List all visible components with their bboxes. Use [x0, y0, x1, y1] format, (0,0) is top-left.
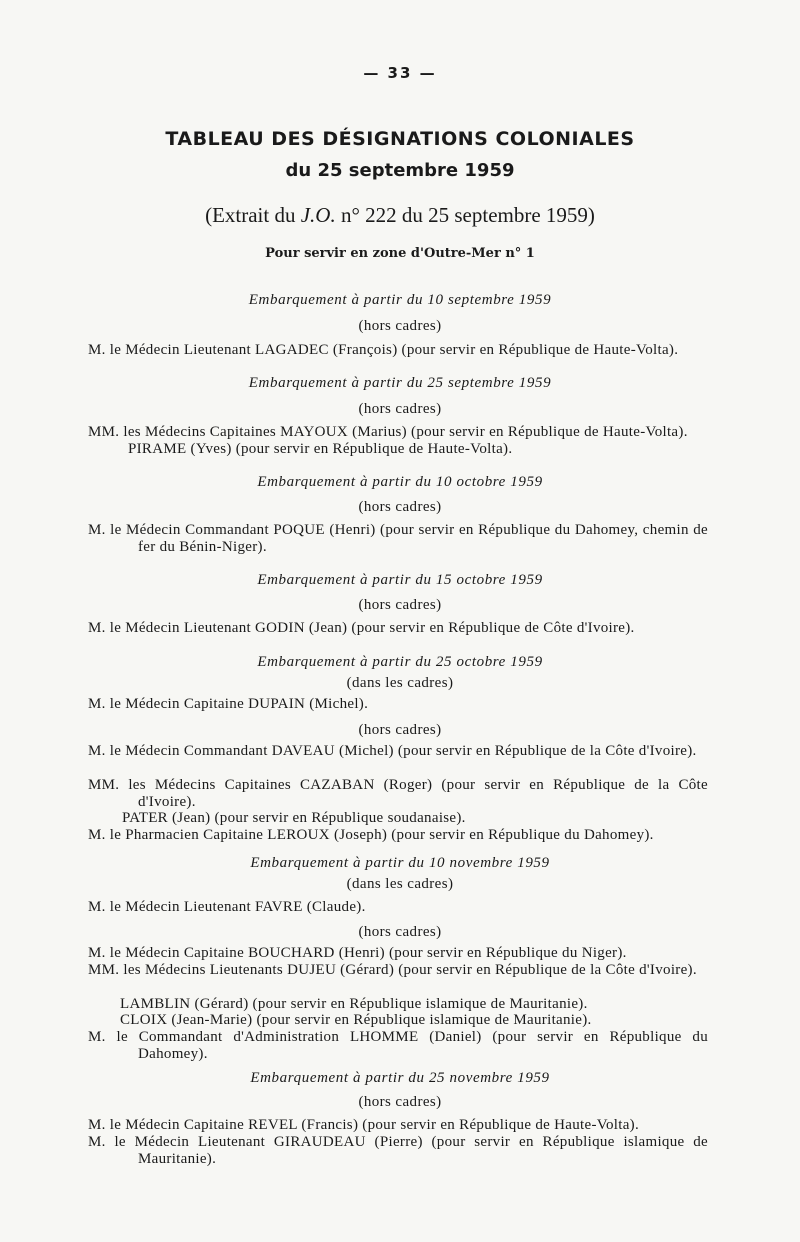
extract-jo: J.O. — [300, 203, 336, 227]
entry-text: M. le Commandant d'Administration LHOMME (Daniel) (pour servir en République du Dahomey). — [88, 1029, 708, 1062]
status-label: (dans les cadres) — [346, 876, 454, 892]
status-label: (hors cadres) — [358, 924, 442, 940]
section-heading: Embarquement à partir du 10 septembre 1959 — [248, 292, 552, 308]
entry-text: LAMBLIN (Gérard) (pour servir en République islamique de Mauritanie). — [120, 996, 588, 1012]
designation-entry — [88, 945, 708, 962]
section-heading: Embarquement à partir du 15 octobre 1959 — [257, 572, 543, 588]
entry-text: M. le Pharmacien Capitaine LEROUX (Joseph) (pour servir en République du Dahomey). — [88, 827, 654, 843]
designation-entry — [88, 696, 708, 713]
extract-post: n° 222 du 25 septembre 1959) — [335, 203, 595, 227]
entry-text: M. le Médecin Commandant POQUE (Henri) (pour servir en République du Dahomey, chemin de fer du Bénin-Niger). — [88, 522, 708, 555]
entry-text: M. le Médecin Lieutenant GIRAUDEAU (Pierre) (pour servir en République islamique de Mauritanie). — [88, 1134, 708, 1167]
entry-text: PATER (Jean) (pour servir en République soudanaise). — [122, 810, 466, 826]
status-label: (hors cadres) — [358, 1094, 442, 1110]
designation-entry — [88, 424, 708, 441]
entry-text: M. le Médecin Capitaine REVEL (Francis) (pour servir en République de Haute-Volta). — [88, 1117, 639, 1133]
entry-text: CLOIX (Jean-Marie) (pour servir en République islamique de Mauritanie). — [120, 1012, 592, 1028]
zone-heading: Pour servir en zone d'Outre-Mer n° 1 — [265, 246, 535, 261]
status-label: (hors cadres) — [358, 722, 442, 738]
section-heading: Embarquement à partir du 10 novembre 1959 — [250, 855, 550, 871]
designation-entry — [120, 1012, 690, 1029]
designation-entry — [88, 827, 708, 844]
designation-entry — [88, 777, 708, 811]
extract-pre: (Extrait du — [205, 203, 301, 227]
page-title: TABLEAU DES DÉSIGNATIONS COLONIALES — [165, 128, 635, 150]
entry-text: M. le Médecin Lieutenant GODIN (Jean) (pour servir en République de Côte d'Ivoire). — [88, 620, 635, 636]
entry-text: M. le Médecin Lieutenant FAVRE (Claude). — [88, 899, 366, 915]
page-number: — 33 — — [363, 64, 437, 82]
status-label: (hors cadres) — [358, 499, 442, 515]
designation-entry — [88, 342, 708, 359]
designation-entry — [88, 1117, 708, 1134]
section-heading: Embarquement à partir du 10 octobre 1959 — [257, 474, 543, 490]
entry-text: MM. les Médecins Lieutenants DUJEU (Gérard) (pour servir en République de la Côte d'Ivoire). — [88, 962, 697, 978]
status-label: (dans les cadres) — [346, 675, 454, 691]
entry-text: MM. les Médecins Capitaines CAZABAN (Roger) (pour servir en République de la Côte d'Ivoire). — [88, 777, 708, 810]
entry-text: M. le Médecin Capitaine BOUCHARD (Henri) (pour servir en République du Niger). — [88, 945, 627, 961]
entry-text: M. le Médecin Commandant DAVEAU (Michel) (pour servir en République de la Côte d'Ivoire). — [88, 743, 697, 759]
designation-entry — [88, 620, 708, 637]
entry-text: PIRAME (Yves) (pour servir en République de Haute-Volta). — [128, 441, 513, 457]
designation-entry — [88, 1134, 708, 1168]
section-heading: Embarquement à partir du 25 octobre 1959 — [257, 654, 543, 670]
extract-reference — [0, 203, 800, 228]
status-label: (hors cadres) — [358, 597, 442, 613]
designation-entry — [88, 899, 708, 916]
designation-entry — [88, 522, 708, 556]
designation-entry — [122, 810, 692, 827]
designation-entry — [128, 441, 698, 458]
entry-text: M. le Médecin Capitaine DUPAIN (Michel). — [88, 696, 369, 712]
designation-entry — [88, 743, 708, 760]
designation-entry — [88, 962, 708, 979]
section-heading: Embarquement à partir du 25 novembre 1959 — [250, 1070, 550, 1086]
entry-text: MM. les Médecins Capitaines MAYOUX (Marius) (pour servir en République de Haute-Volta). — [88, 424, 688, 440]
designation-entry — [120, 996, 690, 1013]
status-label: (hors cadres) — [358, 401, 442, 417]
section-heading: Embarquement à partir du 25 septembre 1959 — [248, 375, 552, 391]
designation-entry — [88, 1029, 708, 1063]
date-subtitle: du 25 septembre 1959 — [285, 160, 515, 181]
status-label: (hors cadres) — [358, 318, 442, 334]
entry-text: M. le Médecin Lieutenant LAGADEC (François) (pour servir en République de Haute-Volta). — [88, 342, 679, 358]
